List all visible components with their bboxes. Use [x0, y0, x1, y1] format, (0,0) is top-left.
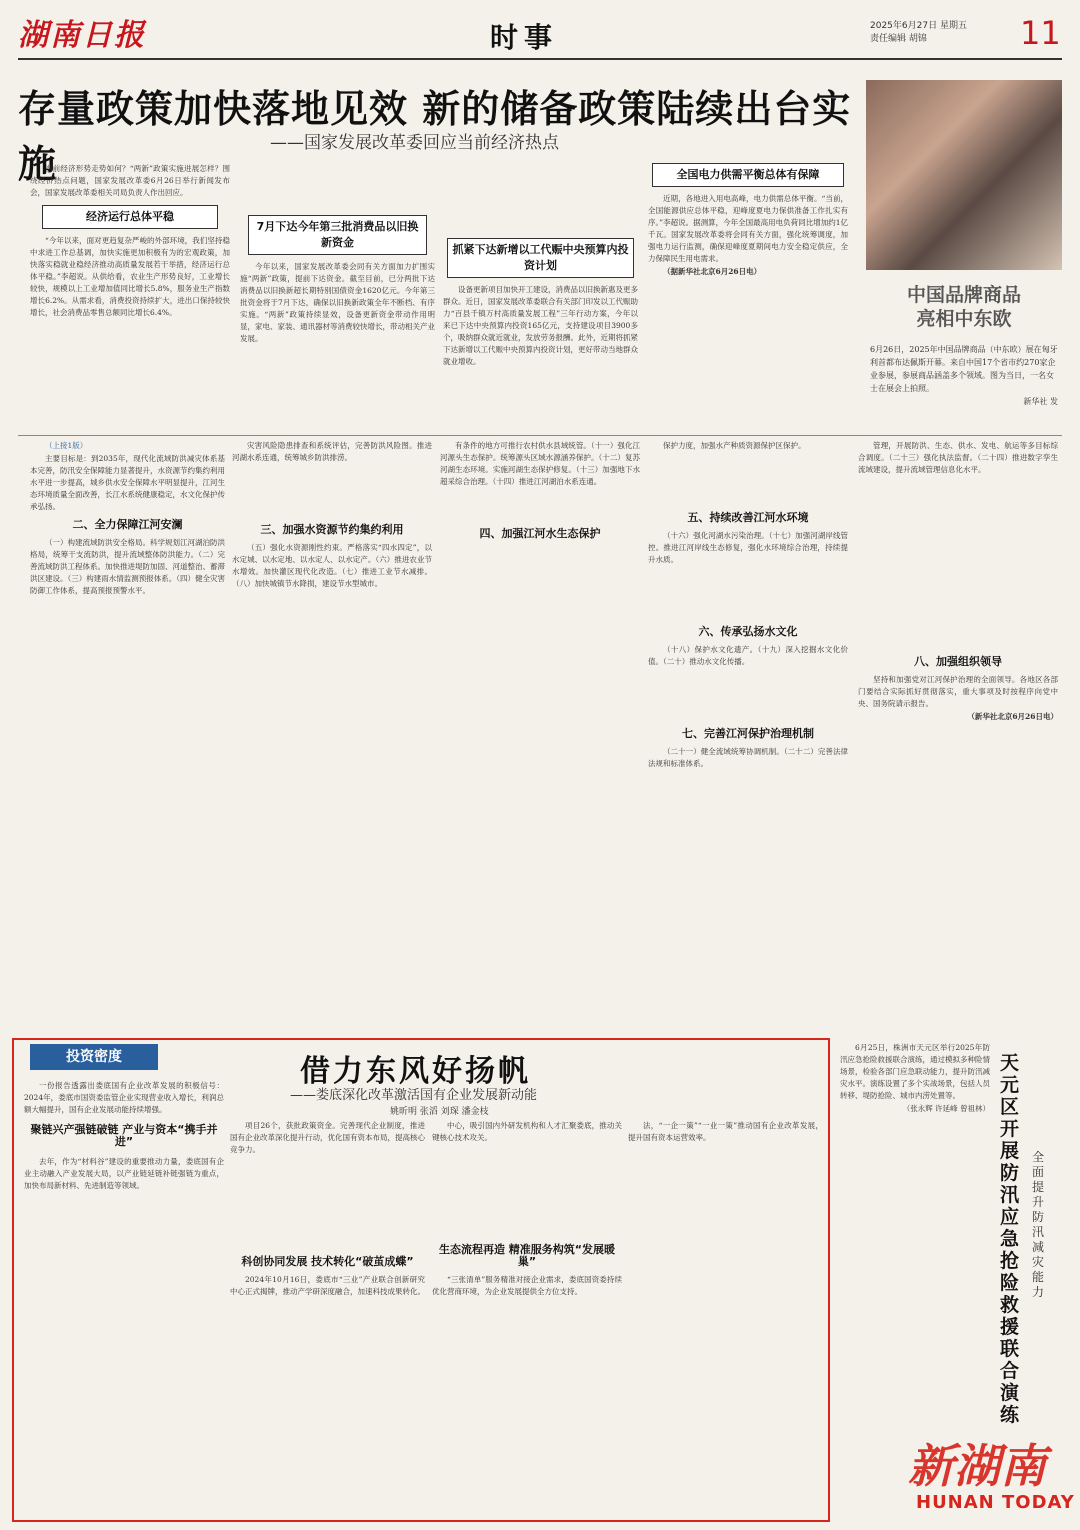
invest-para: “三张清单”服务精准对接企业需求，娄底国资委持续优化营商环境，为企业发展提供全方位支持。: [432, 1275, 622, 1296]
yangtze-col5: [858, 440, 1058, 1020]
top-story-para: 近期，各地进入用电高峰，电力供需总体平衡。“当前，全国能源供应总体平稳，迎峰度夏电力保供准备工作扎实有序。”李超说。据测算，今年全国最高用电负荷同比增加约1亿千瓦。国家发展改革委将会同有关方面，强化统筹调度，加强电力运行监测，确保迎峰度夏期间电力安全稳定供应，全力保障民生用电需求。: [648, 194, 848, 263]
main-subhead: ——国家发展改革委回应当前经济热点: [270, 133, 559, 153]
box-heading-work-relief: 抓紧下达新增以工代赈中央预算内投资计划: [447, 238, 634, 278]
invest-col1: [24, 1080, 224, 1516]
box-heading-consumer: 7月下达今年第三批消费品以旧换新资金: [248, 215, 427, 255]
section-divider: [18, 435, 1062, 436]
feature-section-heading: 聚链兴产强链破链 产业与资本“携手并进”: [30, 1123, 218, 1148]
top-story-col4: [648, 163, 848, 433]
section-heading: 五、持续改善江河水环境: [687, 511, 809, 524]
watermark-logo: 新湖南: [908, 1439, 1046, 1493]
top-story-col1: [30, 163, 230, 433]
yangtze-para: （五）强化水资源刚性约束。严格落实“四水四定”，以水定城、以水定地、以水定人、以水定产。（六）推进农业节水增效。加快灌区现代化改造。（七）推进工业节水减排。（八）加快城镇节水降损，建设节水型城市。: [232, 543, 432, 588]
feature-section-heading: 科创协同发展 技术转化“破茧成蝶”: [241, 1255, 414, 1268]
invest-col3: [432, 1120, 622, 1516]
section-heading: 四、加强江河水生态保护: [479, 527, 601, 540]
section-heading: 六、传承弘扬水文化: [698, 625, 798, 638]
invest-col4: [628, 1120, 823, 1516]
flood-vertical-subtitle: 全面提升防汛减灾能力: [1032, 1150, 1045, 1299]
main-headline: 存量政策加快落地见效 新的储备政策陆续出台实施: [18, 87, 852, 186]
photo-title-line: 亮相中东欧: [916, 308, 1012, 330]
yangtze-para: （十六）强化河湖水污染治理。（十七）加强河湖岸线管控。推进江河岸线生态修复，强化水环境综合治理，持续提升水质。: [648, 531, 848, 564]
invest-para: 去年，作为“材料谷”建设的重要推动力量，娄底国有企业主动融入产业发展大局，以产业链延链补链强链为重点，加快布局新材料、先进制造等领域。: [24, 1157, 224, 1190]
top-story-para: “今年以来，面对更趋复杂严峻的外部环境，我们坚持稳中求进工作总基调，加快实施更加积极有为的宏观政策，加快落实稳就业稳经济推动高质量发展若干举措，经济运行总体平稳。”李超说。从供给看，农业生产形势良好，工业增长较快，规模以上工业增加值同比增长5.8%，服务业生产指数增长6.2%。从需求看，消费投资持续扩大，进出口保持较快增长，社会消费品零售总额同比增长6.4%。: [30, 236, 230, 317]
box-heading-power: 全国电力供需平衡总体有保障: [652, 163, 844, 187]
continued-marker: （上接1版）: [45, 441, 88, 450]
invest-para: 法，“一企一策”“一业一策”推动国有企业改革发展，提升国有资本运营效率。: [628, 1121, 823, 1142]
invest-col2: [230, 1120, 425, 1516]
top-story-col3: [443, 163, 638, 433]
yangtze-col3: [440, 440, 640, 1020]
photo-caption-text: 6月26日，2025年中国品牌商品（中东欧）展在匈牙利首都布达佩斯开幕。来自中国17个省市约270家企业参展，参展商品涵盖多个领域。图为当日，一名女士在展会上拍照。: [870, 345, 1058, 393]
yangtze-para: 有条件的地方可推行农村供水县域统管。（十一）强化江河源头生态保护。统筹源头区域水源涵养保护。（十二）复苏河湖生态环境。实施河湖生态保护修复。（十三）加强地下水超采综合治理。（十四）推进江河湖泊水系连通。: [440, 441, 640, 486]
box-heading-economy: 经济运行总体平稳: [42, 205, 218, 229]
photo-caption: [870, 343, 1058, 408]
yangtze-para: 主要目标是：到2035年，现代化流域防洪减灾体系基本完善，防汛安全保障能力显著提升，水资源节约集约利用水平进一步提高，城乡供水安全保障水平明显提升，江河生态环境质量全面改善，长江水系统健康稳定，水文化保护传承弘扬。: [30, 454, 225, 511]
invest-para: 项目26个，获批政策资金。完善现代企业制度，推进国有企业改革深化提升行动，优化国有资本布局，提高核心竞争力。: [230, 1121, 425, 1154]
yangtze-para: 灾害风险隐患排查和系统评估，完善防洪风险图。推进河湖水系连通，统筹城乡防洪排涝。: [232, 441, 432, 462]
feature-subhead: ——娄底深化改革激活国有企业发展新动能: [290, 1088, 538, 1103]
section-heading: 二、全力保障江河安澜: [72, 518, 183, 531]
feature-section-heading: 生态流程再造 精准服务构筑“发展暖巢”: [438, 1243, 616, 1268]
top-story-para: 今年以来，国家发展改革委会同有关方面加力扩围实施“两新”政策，提前下达资金。截至目前，已分两批下达消费品以旧换新超长期特别国债资金1620亿元。今年第三批资金将于7月下达，确保以旧换新政策全年不断档、有序实施。“两新”政策持续显效，设备更新资金带动作用明显，家电、家装、通讯器材等消费较快增长，带动相关产业发展。: [240, 262, 435, 343]
photo-title: [866, 283, 1062, 331]
yangtze-para: （一）构建流域防洪安全格局。科学规划江河湖泊防洪格局，统筹干支流防洪，提升流域整体防洪能力。（二）完善流域防洪工程体系。加快推进堤防加固、河道整治、蓄滞洪区建设。（三）构建雨水情监测预报体系。（四）健全灾害防御工作体系，提高预报预警水平。: [30, 538, 225, 595]
expo-photo: [866, 80, 1062, 270]
yangtze-col1: [30, 440, 225, 1020]
yangtze-para: 坚持和加强党对江河保护治理的全面领导。各地区各部门要结合实际抓好贯彻落实，重大事项及时按程序向党中央、国务院请示报告。: [858, 675, 1058, 708]
section-heading: 七、完善江河保护治理机制: [682, 727, 814, 740]
source-credit: （新华社北京6月26日电）: [967, 712, 1058, 721]
section-heading: 三、加强水资源节约集约利用: [260, 523, 404, 536]
column-badge: 投资密度: [30, 1044, 158, 1070]
yangtze-para: 管理，开展防洪、生态、供水、发电、航运等多目标综合调度。（二十三）强化执法监督。（二十四）推进数字孪生流域建设，提升流域管理信息化水平。: [858, 441, 1058, 474]
yangtze-para: （十八）保护水文化遗产。（十九）深入挖掘水文化价值。（二十）推动水文化传播。: [648, 645, 848, 666]
photo-credit: 新华社 发: [1023, 397, 1058, 406]
yangtze-col2: [232, 440, 432, 1020]
top-story-para: 设备更新项目加快开工建设，消费品以旧换新惠及更多群众。近日，国家发展改革委联合有关部门印发以工代赈助力“百县千镇万村高质量发展工程”三年行动方案，今年以来已下达中央预算内投资165亿元，支持建设项目3900多个，吸纳群众就近就业，发放劳务报酬。此外，近期将抓紧下达新增以工代赈中央预算内投资计划，更好带动当地群众就业增收。: [443, 285, 638, 366]
flood-source: （张永辉 许延峰 曾祖林）: [902, 1104, 990, 1113]
issue-date: 2025年6月27日 星期五: [870, 21, 967, 31]
feature-headline: 借力东风好扬帆: [300, 1054, 531, 1089]
yangtze-col4: [648, 440, 848, 1020]
masthead-rule: [18, 58, 1062, 60]
source-credit: （据新华社北京6月26日电）: [663, 267, 762, 276]
feature-byline: 姚昕明 张滔 刘琛 潘金枝: [390, 1107, 489, 1117]
date-block: [870, 20, 967, 46]
section-heading: 八、加强组织领导: [914, 655, 1002, 668]
page-number: 11: [1020, 14, 1061, 52]
newspaper-logo: 湖南日报: [18, 18, 146, 53]
yangtze-para: （二十一）健全流域统筹协调机制。（二十二）完善法律法规和标准体系。: [648, 747, 848, 768]
section-name: 时事: [490, 21, 559, 54]
top-story-intro: 当前经济形势走势如何？“两新”政策实施进展怎样？围绕经济热点问题，国家发展改革委6月26日举行新闻发布会，国家发展改革委相关司局负责人作出回应。: [30, 164, 230, 197]
flood-para: 6月25日，株洲市天元区举行2025年防汛应急抢险救援联合演练，通过模拟多种险情场景，检验各部门应急联动能力，提升防汛减灾水平。演练设置了多个实战场景，包括人员转移、堤防抢险、城市内涝处置等。: [840, 1043, 990, 1100]
photo-title-line: 中国品牌商品: [906, 284, 1021, 306]
invest-para: 2024年10月16日，娄底市“三业”产业联合创新研究中心正式揭牌，推动产学研深度融合，加速科技成果转化。: [230, 1275, 425, 1296]
yangtze-para: 保护力度，加强水产种质资源保护区保护。: [663, 441, 806, 450]
invest-para: 中心，吸引国内外研发机构和人才汇聚娄底，推动关键核心技术攻关。: [432, 1121, 622, 1142]
top-story-col2: [240, 163, 435, 433]
watermark-text: HUNAN TODAY: [916, 1492, 1075, 1513]
flood-vertical-title: 天元区开展防汛应急抢险救援联合演练: [1000, 1052, 1020, 1426]
invest-para: 一份报告透露出娄底国有企业改革发展的积极信号：2024年，娄底市国资委监管企业实现营业收入增长，利润总额大幅提升，国有企业发展动能持续增强。: [24, 1081, 224, 1114]
editor-credit: 责任编辑 胡锦: [870, 34, 927, 44]
